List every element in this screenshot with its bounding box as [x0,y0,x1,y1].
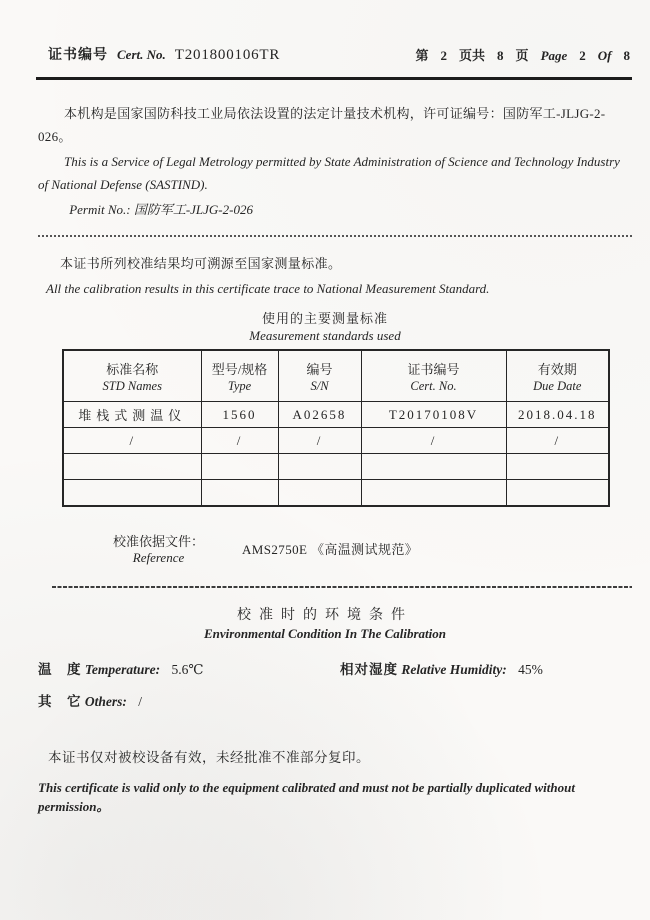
col-header-zh: 标准名称 [106,361,159,377]
table-cell-due-date: 2018.04.18 [506,402,609,428]
cert-no-value: T201800106TR [174,47,281,63]
cert-no-label-zh: 证书编号 [48,48,108,63]
standards-table [62,349,610,507]
authority-statement-zh: 本机构是国家国防科技工业局依法设置的法定计量技术机构，许可证编号：国防军工-JLJG-2-026。 [38,106,606,144]
page-zh-mid: 页共 [459,48,486,63]
humidity-label-zh: 相对湿度 [340,662,398,677]
table-cell-serial: A02658 [278,402,361,428]
page-en-of: Of [597,48,612,63]
table-row [63,428,609,454]
page-current-en: 2 [579,48,586,63]
table-header-row [63,350,609,402]
table-row [63,454,609,480]
table-cell-type [201,454,278,480]
col-header-zh: 型号/规格 [211,361,268,377]
temperature-label-en: Temperature: [84,662,161,677]
table-cell-cert-no [361,480,506,507]
table-cell-cert-no [361,454,506,480]
col-header-zh: 证书编号 [407,361,460,377]
page-total-zh: 8 [497,48,504,63]
page-zh-prefix: 第 [415,48,429,63]
others-label-en: Others: [84,694,127,709]
table-cell-type [201,480,278,507]
col-header-cert-no [361,350,506,402]
table-cell-std-name [63,454,201,480]
table-cell-std-name: / [63,428,201,454]
col-header-en: S/N [310,378,329,393]
others-group [38,690,142,710]
table-cell-std-name: 堆栈式测温仪 [63,402,201,428]
authority-statement-en: This is a Service of Legal Metrology permitted by State Administration of Science and Technology Industry of National Defense (SASTIND). [38,154,620,192]
table-cell-due-date: / [506,428,609,454]
col-header-serial [278,350,361,402]
table-row [63,402,609,428]
page-zh-suffix: 页 [515,48,529,63]
reference-label [113,531,204,566]
humidity-label-en: Relative Humidity: [401,662,507,677]
authority-statement [38,102,626,221]
col-header-zh: 编号 [306,361,333,377]
table-cell-due-date [506,454,609,480]
environment-row-2 [38,690,630,710]
humidity-group [340,658,543,678]
table-cell-due-date [506,480,609,507]
col-header-en: Type [227,378,252,393]
reference-label-zh: 校准依据文件： [113,534,205,549]
dashed-separator [52,586,632,588]
col-header-type [201,350,278,402]
col-header-due-date [506,350,609,402]
table-cell-cert-no: T20170108V [361,402,506,428]
temperature-group [38,658,340,678]
col-header-en: Due Date [533,378,582,393]
page-current-zh: 2 [440,48,448,63]
table-cell-cert-no: / [361,428,506,454]
table-cell-serial [278,454,361,480]
environment-title-en: Environmental Condition In The Calibration [203,626,446,641]
col-header-std-names [63,350,201,402]
standards-title-en: Measurement standards used [249,328,401,343]
cert-no-label-en: Cert. No. [117,47,166,62]
validity-statement-en: This certificate is valid only to the equipment calibrated and must not be partially duplicated without permission。 [38,780,575,814]
reference-label-en: Reference [132,550,185,565]
permit-no-line: Permit No.: 国防军工-JLJG-2-026 [69,202,253,217]
validity-statement-zh: 本证书仅对被校设备有效，未经批准不准部分复印。 [48,750,370,765]
page-header [36,44,632,80]
col-header-zh: 有效期 [537,361,577,377]
traceability-en: All the calibration results in this certificate trace to National Measurement Standard. [46,281,490,296]
environment-title-zh: 校准时的环境条件 [237,608,413,623]
temperature-label-zh: 温 度 [38,662,82,677]
table-row [63,480,609,507]
table-cell-type: / [201,428,278,454]
traceability-zh: 本证书所列校准结果均可溯源至国家测量标准。 [60,256,342,271]
col-header-en: Cert. No. [410,378,457,393]
col-header-en: STD Names [102,378,162,393]
reference-block [113,531,650,566]
page-en-label: Page [540,48,568,63]
dotted-separator [38,235,632,237]
page-indicator [416,45,630,64]
others-label-zh: 其 它 [38,694,82,709]
table-cell-serial [278,480,361,507]
table-cell-std-name [63,480,201,507]
others-value: / [138,694,143,709]
temperature-value: 5.6℃ [171,662,204,677]
page-total-en: 8 [623,48,630,63]
environment-row-1 [38,658,630,678]
table-cell-type: 1560 [201,402,278,428]
standards-title-zh: 使用的主要测量标准 [261,311,388,326]
certificate-number-group [48,44,280,64]
humidity-value: 45% [518,662,543,677]
table-cell-serial: / [278,428,361,454]
reference-value: AMS2750E 《高温测试规范》 [242,542,419,557]
